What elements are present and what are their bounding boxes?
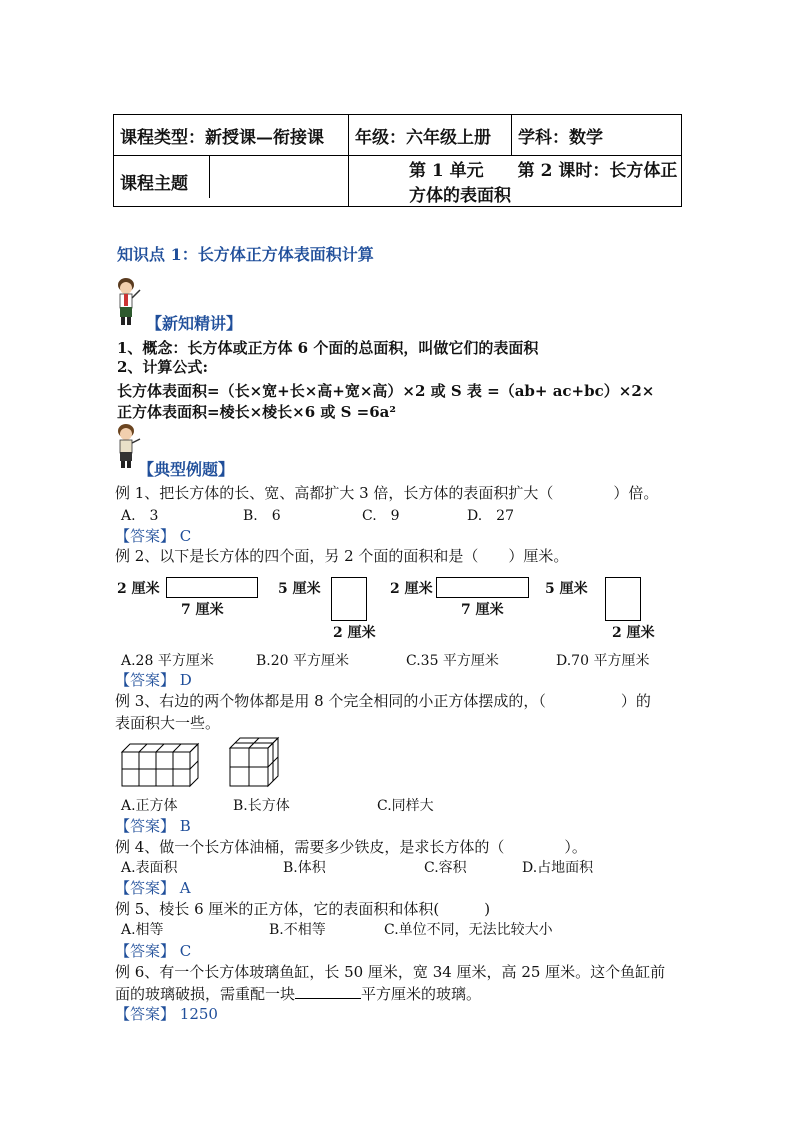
knowledge-point-title: 知识点 1：长方体正方体表面积计算 <box>117 245 374 264</box>
cuboid-1x4x2 <box>122 744 198 786</box>
ex2-label-8: 2 厘米 <box>612 625 655 641</box>
ex6-answer <box>115 1003 218 1024</box>
ex2-label-7: 5 厘米 <box>545 581 588 597</box>
ex2-option-a: A.28 平方厘米 <box>121 653 214 669</box>
new-knowledge-title: 【新知精讲】 <box>146 314 243 333</box>
teacher-figure-icon <box>110 276 144 326</box>
ex4-answer <box>115 877 191 898</box>
concept-line: 1、概念：长方体或正方体 6 个面的总面积，叫做它们的表面积 <box>117 339 539 357</box>
answer-label: 【答案】 <box>115 671 176 689</box>
ex1-option-d: D. 27 <box>467 508 514 524</box>
topic-divider <box>209 156 210 198</box>
face-rect-1 <box>166 577 258 598</box>
ex2-answer-value: D <box>179 671 192 689</box>
ex2-question: 例 2、以下是长方体的四个面，另 2 个面的面积和是（ ）厘米。 <box>115 547 569 565</box>
ex2-answer <box>115 669 192 690</box>
ex5-answer-value: C <box>179 942 192 960</box>
face-rect-2 <box>331 577 367 621</box>
ex6-question-line2 <box>115 983 481 1004</box>
answer-label: 【答案】 <box>115 1005 176 1023</box>
ex2-label-1: 2 厘米 <box>117 581 160 597</box>
answer-label: 【答案】 <box>115 527 176 545</box>
ex1-answer <box>115 525 191 546</box>
cube-arrangements-diagram <box>118 736 286 792</box>
ex3-option-b: B.长方体 <box>233 798 290 814</box>
ex1-option-c: C. 9 <box>362 508 400 524</box>
ex2-label-2: 7 厘米 <box>181 602 224 618</box>
answer-label: 【答案】 <box>115 817 176 835</box>
ex5-option-a: A.相等 <box>121 922 164 938</box>
ex2-label-4: 2 厘米 <box>333 625 376 641</box>
ex3-option-c: C.同样大 <box>377 798 434 814</box>
ex2-label-5: 2 厘米 <box>390 581 433 597</box>
face-rect-4 <box>605 577 641 621</box>
examples-title: 【典型例题】 <box>138 460 235 479</box>
cube-2x2x2 <box>230 738 278 786</box>
ex5-answer <box>115 940 191 961</box>
ex6-text-before-blank: 面的玻璃破损，需重配一块 <box>115 985 296 1003</box>
ex4-option-b: B.体积 <box>283 860 326 876</box>
answer-label: 【答案】 <box>115 942 176 960</box>
formula-heading: 2、计算公式: <box>117 358 208 376</box>
ex4-question: 例 4、做一个长方体油桶，需要多少铁皮，是求长方体的（ ）。 <box>115 838 587 856</box>
ex6-blank <box>295 986 361 999</box>
cube-formula: 正方体表面积=棱长×棱长×6 或 S =6a² <box>117 403 396 421</box>
topic-label-cell: 课程主题 <box>114 156 349 207</box>
ex4-option-d: D.占地面积 <box>522 860 594 876</box>
answer-label: 【答案】 <box>115 879 176 897</box>
ex4-option-a: A.表面积 <box>121 860 178 876</box>
ex1-option-b: B. 6 <box>243 508 281 524</box>
ex3-question-line1: 例 3、右边的两个物体都是用 8 个完全相同的小正方体摆成的，（ ）的 <box>115 692 651 710</box>
ex3-option-a: A.正方体 <box>121 798 178 814</box>
ex2-option-b: B.20 平方厘米 <box>256 653 350 669</box>
ex4-answer-value: A <box>179 879 191 897</box>
ex6-answer-value: 1250 <box>179 1005 218 1023</box>
subject-cell: 学科：数学 <box>512 115 682 156</box>
ex1-question: 例 1、把长方体的长、宽、高都扩大 3 倍，长方体的表面积扩大（ ）倍。 <box>115 484 659 502</box>
course-header-table <box>113 114 682 207</box>
ex1-option-a: A. 3 <box>121 508 159 524</box>
ex1-answer-value: C <box>179 527 192 545</box>
ex3-answer-value: B <box>179 817 191 835</box>
ex2-label-6: 7 厘米 <box>461 602 504 618</box>
ex5-question: 例 5、棱长 6 厘米的正方体，它的表面积和体积( ) <box>115 900 491 918</box>
ex5-option-b: B.不相等 <box>269 922 326 938</box>
cuboid-formula: 长方体表面积=（长×宽+长×高+宽×高）×2 或 S 表 =（ab+ ac+bc）×2× <box>117 382 655 400</box>
ex2-option-c: C.35 平方厘米 <box>406 653 499 669</box>
ex5-option-c: C.单位不同，无法比较大小 <box>384 922 553 938</box>
ex3-answer <box>115 815 191 836</box>
face-rect-3 <box>436 577 529 598</box>
ex2-option-d: D.70 平方厘米 <box>556 653 650 669</box>
ex4-option-c: C.容积 <box>424 860 467 876</box>
ex2-label-3: 5 厘米 <box>278 581 321 597</box>
ex3-question-line2: 表面积大一些。 <box>115 714 221 732</box>
topic-value-cell: 第 1 单元 第 2 课时：长方体正方体的表面积 <box>349 156 682 207</box>
ex6-question-line1: 例 6、有一个长方体玻璃鱼缸，长 50 厘米，宽 34 厘米，高 25 厘米。这个鱼缸前 <box>115 963 666 981</box>
course-type-cell: 课程类型：新授课—衔接课 <box>114 115 349 156</box>
ex6-text-after-blank: 平方厘米的玻璃。 <box>361 985 482 1003</box>
grade-cell: 年级：六年级上册 <box>349 115 512 156</box>
